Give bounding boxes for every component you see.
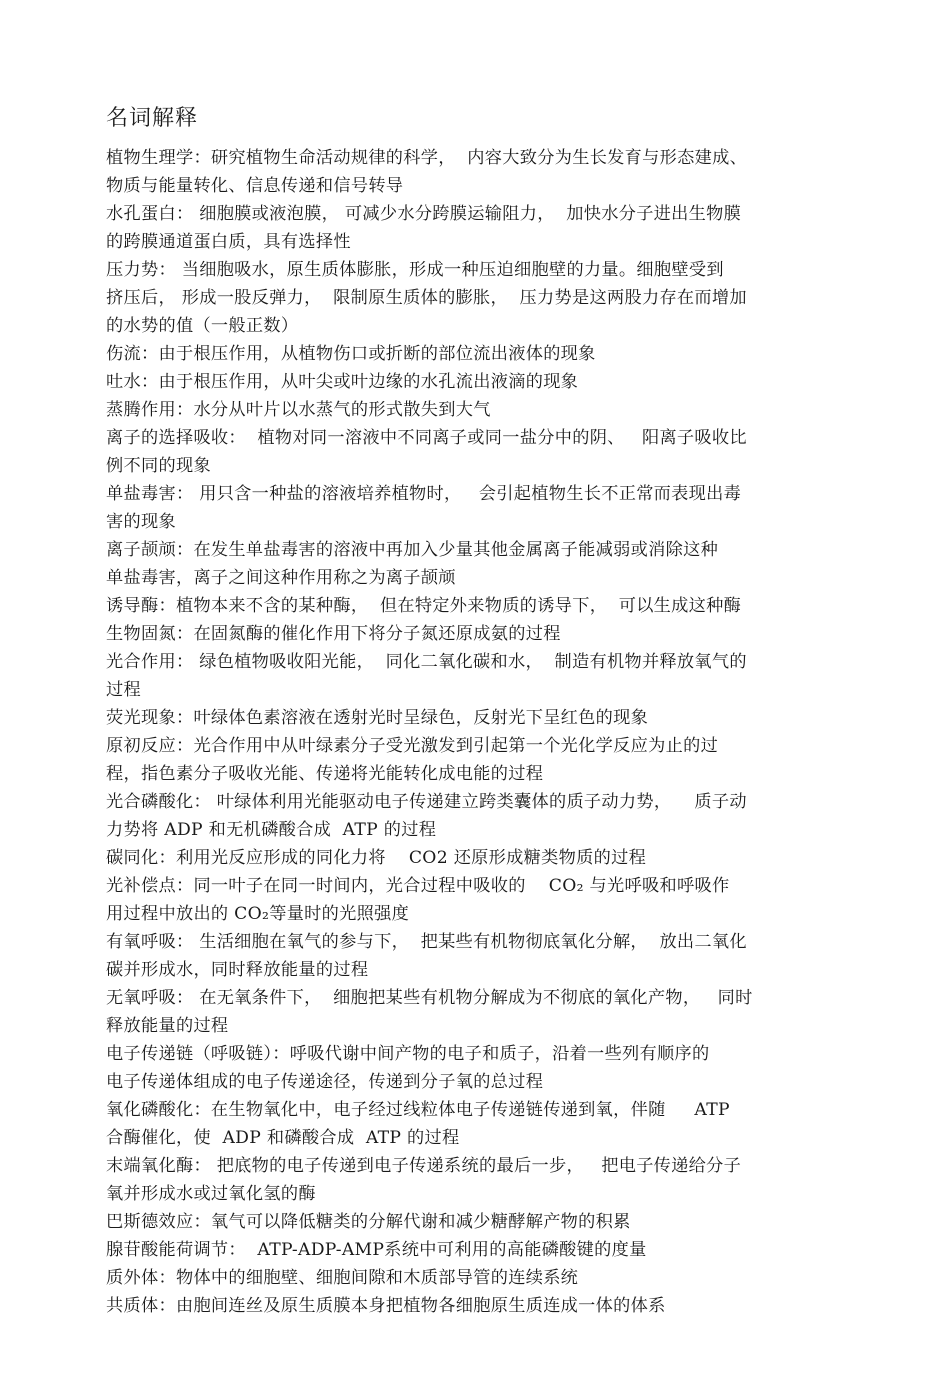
entry-line: 离子的选择吸收： 植物对同一溶液中不同离子或同一盐分中的阴、 阳离子吸收比 bbox=[106, 428, 747, 448]
term-entry bbox=[106, 424, 851, 480]
page-title: 名词解释 bbox=[106, 106, 199, 131]
entry-line: 水孔蛋白： 细胞膜或液泡膜， 可减少水分跨膜运输阻力， 加快水分子进出生物膜 bbox=[106, 204, 742, 224]
term-entry bbox=[106, 788, 851, 844]
entry-line: 生物固氮：在固氮酶的催化作用下将分子氮还原成氨的过程 bbox=[106, 624, 561, 644]
entry-line: 光补偿点：同一叶子在同一时间内，光合过程中吸收的 CO₂ 与光呼吸和呼吸作 bbox=[106, 876, 730, 896]
term-entry bbox=[106, 200, 851, 256]
entry-line: 氧并形成水或过氧化氢的酶 bbox=[106, 1184, 316, 1204]
term-entry bbox=[106, 872, 851, 928]
entry-line: 荧光现象：叶绿体色素溶液在透射光时呈绿色，反射光下呈红色的现象 bbox=[106, 708, 649, 728]
term-entry bbox=[106, 536, 851, 592]
term-entry bbox=[106, 144, 851, 200]
document-page bbox=[106, 102, 851, 1320]
entry-line: 挤压后， 形成一股反弹力， 限制原生质体的膨胀， 压力势是这两股力存在而增加 bbox=[106, 288, 747, 308]
entry-line: 害的现象 bbox=[106, 512, 176, 532]
term-entry bbox=[106, 704, 851, 732]
term-entry bbox=[106, 648, 851, 704]
entry-line: 吐水：由于根压作用，从叶尖或叶边缘的水孔流出液滴的现象 bbox=[106, 372, 579, 392]
entry-line: 电子传递体组成的电子传递途径，传递到分子氧的总过程 bbox=[106, 1072, 544, 1092]
entry-line: 质外体：物体中的细胞壁、细胞间隙和木质部导管的连续系统 bbox=[106, 1268, 579, 1288]
entry-line: 腺苷酸能荷调节： ATP-ADP-AMP系统中可利用的高能磷酸键的度量 bbox=[106, 1240, 647, 1260]
term-entry bbox=[106, 1040, 851, 1096]
term-entry bbox=[106, 396, 851, 424]
entry-line: 光合磷酸化： 叶绿体利用光能驱动电子传递建立跨类囊体的质子动力势， 质子动 bbox=[106, 792, 747, 812]
term-entry bbox=[106, 1208, 851, 1236]
entry-line: 电子传递链（呼吸链）：呼吸代谢中间产物的电子和质子，沿着一些列有顺序的 bbox=[106, 1044, 710, 1064]
entry-line: 蒸腾作用：水分从叶片以水蒸气的形式散失到大气 bbox=[106, 400, 491, 420]
term-entry bbox=[106, 368, 851, 396]
entry-line: 压力势： 当细胞吸水，原生质体膨胀，形成一种压迫细胞壁的力量。细胞壁受到 bbox=[106, 260, 724, 280]
term-entry bbox=[106, 984, 851, 1040]
entry-line: 无氧呼吸： 在无氧条件下， 细胞把某些有机物分解成为不彻底的氧化产物， 同时 bbox=[106, 988, 753, 1008]
entry-line: 巴斯德效应：氧气可以降低糖类的分解代谢和减少糖酵解产物的积累 bbox=[106, 1212, 631, 1232]
entry-line: 程，指色素分子吸收光能、传递将光能转化成电能的过程 bbox=[106, 764, 544, 784]
term-entry bbox=[106, 1096, 851, 1152]
term-entry bbox=[106, 340, 851, 368]
entry-line: 过程 bbox=[106, 680, 141, 700]
entry-line: 原初反应：光合作用中从叶绿素分子受光激发到引起第一个光化学反应为止的过 bbox=[106, 736, 719, 756]
entry-line: 合酶催化，使 ADP 和磷酸合成 ATP 的过程 bbox=[106, 1128, 460, 1148]
term-entry bbox=[106, 592, 851, 620]
entry-line: 氧化磷酸化：在生物氧化中，电子经过线粒体电子传递链传递到氧，伴随 ATP bbox=[106, 1100, 730, 1120]
entry-line: 的跨膜通道蛋白质，具有选择性 bbox=[106, 232, 351, 252]
entry-line: 共质体：由胞间连丝及原生质膜本身把植物各细胞原生质连成一体的体系 bbox=[106, 1296, 666, 1316]
term-entry bbox=[106, 844, 851, 872]
entry-line: 用过程中放出的 CO₂等量时的光照强度 bbox=[106, 904, 410, 924]
term-entry bbox=[106, 620, 851, 648]
entry-line: 碳并形成水，同时释放能量的过程 bbox=[106, 960, 369, 980]
entry-line: 诱导酶：植物本来不含的某种酶， 但在特定外来物质的诱导下， 可以生成这种酶 bbox=[106, 596, 742, 616]
term-entry bbox=[106, 480, 851, 536]
entry-line: 释放能量的过程 bbox=[106, 1016, 229, 1036]
entry-line: 末端氧化酶： 把底物的电子传递到电子传递系统的最后一步， 把电子传递给分子 bbox=[106, 1156, 742, 1176]
term-entry bbox=[106, 928, 851, 984]
entry-line: 例不同的现象 bbox=[106, 456, 211, 476]
entry-line: 有氧呼吸： 生活细胞在氧气的参与下， 把某些有机物彻底氧化分解， 放出二氧化 bbox=[106, 932, 747, 952]
term-entry bbox=[106, 1236, 851, 1264]
term-entry bbox=[106, 1292, 851, 1320]
entry-line: 的水势的值（一般正数） bbox=[106, 316, 299, 336]
term-entry bbox=[106, 1264, 851, 1292]
entry-line: 单盐毒害，离子之间这种作用称之为离子颉颃 bbox=[106, 568, 456, 588]
entry-line: 碳同化：利用光反应形成的同化力将 CO2 还原形成糖类物质的过程 bbox=[106, 848, 647, 868]
entry-line: 植物生理学：研究植物生命活动规律的科学， 内容大致分为生长发育与形态建成、 bbox=[106, 148, 748, 168]
entry-line: 力势将 ADP 和无机磷酸合成 ATP 的过程 bbox=[106, 820, 437, 840]
entry-line: 离子颉颃：在发生单盐毒害的溶液中再加入少量其他金属离子能减弱或消除这种 bbox=[106, 540, 719, 560]
term-list bbox=[106, 144, 851, 1320]
term-entry bbox=[106, 1152, 851, 1208]
entry-line: 光合作用： 绿色植物吸收阳光能， 同化二氧化碳和水， 制造有机物并释放氧气的 bbox=[106, 652, 747, 672]
term-entry bbox=[106, 732, 851, 788]
entry-line: 伤流：由于根压作用，从植物伤口或折断的部位流出液体的现象 bbox=[106, 344, 596, 364]
entry-line: 物质与能量转化、信息传递和信号转导 bbox=[106, 176, 404, 196]
entry-line: 单盐毒害： 用只含一种盐的溶液培养植物时， 会引起植物生长不正常而表现出毒 bbox=[106, 484, 742, 504]
term-entry bbox=[106, 256, 851, 340]
